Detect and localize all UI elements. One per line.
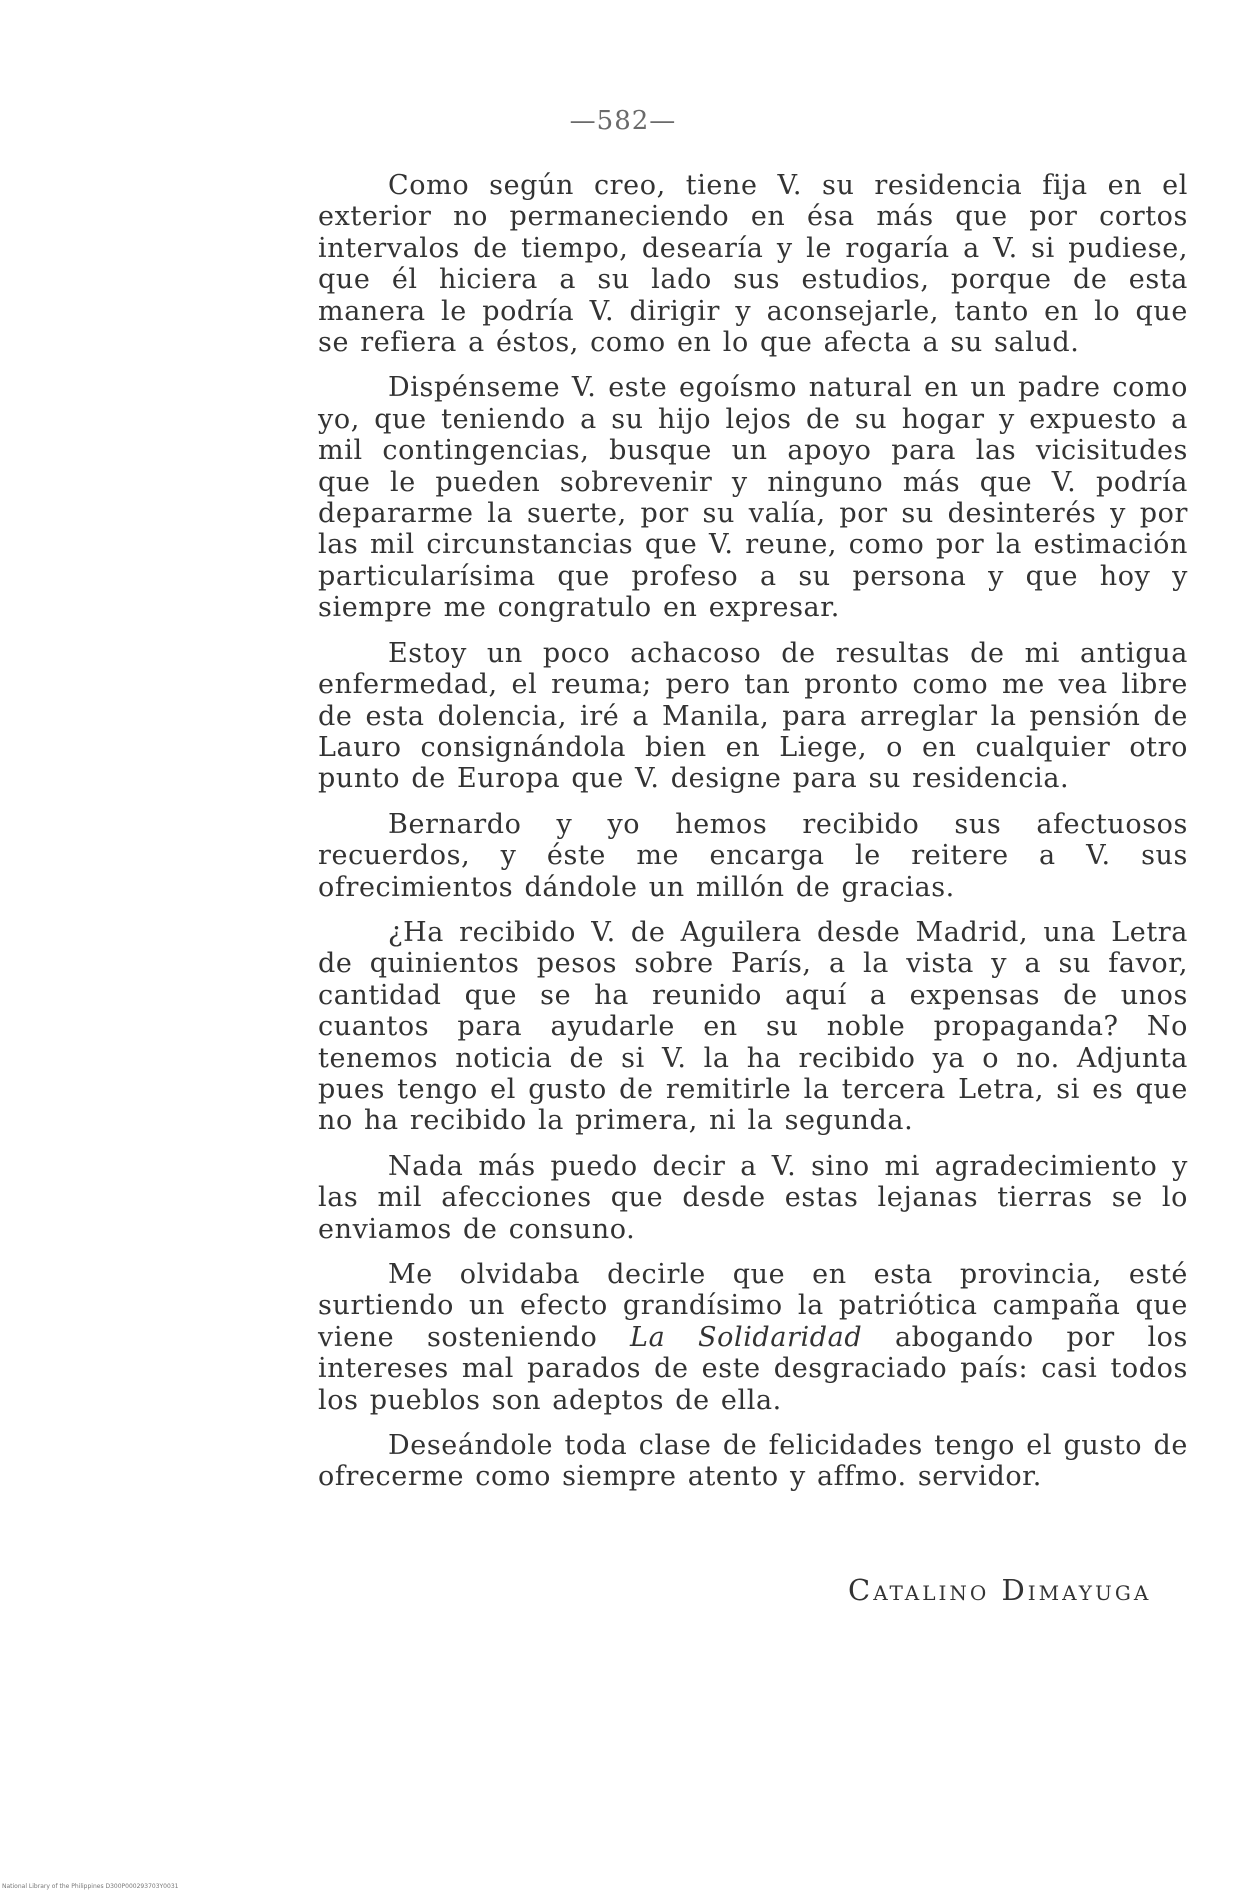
paragraph-3: Estoy un poco achacoso de resultas de mi antigua enfermedad, el reuma; pero tan pronto como me vea libre de esta dolencia, iré a Manila, para arreglar la pensión de Lauro consignándola bien en Liege, o en cualquier otro punto de Europa que V. designe para su residencia. [318, 637, 1188, 795]
paragraph-1: Como según creo, tiene V. su residencia fija en el exterior no permaneciendo en ésa más que por cortos intervalos de tiempo, desearía y le rogaría a V. si pudiese, que él hiciera a su lado sus estudios, porque de esta manera le podría V. dirigir y aconsejarle, tanto en lo que se refiera a éstos, como en lo que afecta a su salud. [318, 170, 1188, 359]
paragraph-2: Dispénseme V. este egoísmo natural en un padre como yo, que teniendo a su hijo lejos de su hogar y expuesto a mil contingencias, busque un apoyo para las vicisitudes que le pueden sobrevenir y ninguno más que V. podría depararme la suerte, por su valía, por su desinterés y por las mil circunstancias que V. reune, como por la estimación particularísima que profeso a su persona y que hoy y siempre me congratulo en expresar. [318, 372, 1188, 624]
paragraph-4: Bernardo y yo hemos recibido sus afectuosos recuerdos, y éste me encarga le reitere a V. sus ofrecimientos dándole un millón de gracias. [318, 808, 1188, 903]
paragraph-7-text-before: Me olvidaba decirle que en esta provincia, esté surtiendo un efecto grandísimo la patriótica campaña que viene sosteniendo [318, 1259, 1188, 1353]
closing-paragraph: Deseándole toda clase de felicidades tengo el gusto de ofrecerme como siempre atento y affmo. servidor. [318, 1430, 1188, 1493]
paragraph-7-text-after: abogando por los intereses mal parados de este desgraciado país: casi todos los pueblos son adeptos de ella. [318, 1321, 1188, 1416]
signature: Catalino Dimayuga [848, 1573, 1152, 1607]
newspaper-title: La Solidaridad [630, 1321, 863, 1353]
paragraph-5: ¿Ha recibido V. de Aguilera desde Madrid, una Letra de quinientos pesos sobre París, a la vista y a su favor, cantidad que se ha reunido aquí a expensas de unos cuantos para ayudarle en su noble propaganda? No tenemos noticia de si V. la ha recibido ya o no. Adjunta pues tengo el gusto de remitirle la tercera Letra, si es que no ha recibido la primera, ni la segunda. [318, 916, 1188, 1137]
paragraph-7 [318, 1259, 1188, 1416]
page-number: —582— [569, 106, 677, 136]
letter-body [318, 170, 1188, 1507]
library-footer: National Library of the Philippines D300P000293703Y0031 [2, 1883, 179, 1890]
paragraph-6: Nada más puedo decir a V. sino mi agradecimiento y las mil afecciones que desde estas lejanas tierras se lo enviamos de consuno. [318, 1150, 1188, 1245]
